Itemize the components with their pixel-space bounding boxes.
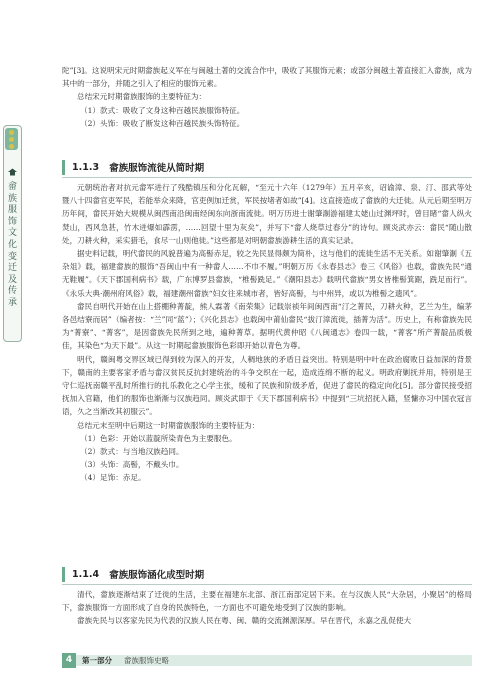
side-tab-label: 畲族服饰文化变迁及传承 bbox=[7, 182, 17, 308]
intro-block bbox=[62, 64, 472, 130]
section-title: 畲族服饰流徙从简时期 bbox=[109, 163, 205, 174]
heading-bar bbox=[62, 567, 65, 582]
heading-bar bbox=[62, 160, 65, 175]
footer-title: 畲族服饰史略 bbox=[124, 656, 169, 665]
paragraph: 总结宋元时期畲族服饰的主要特征为： bbox=[77, 92, 207, 102]
list-item: （2）款式：与当地汉族趋同。 bbox=[80, 447, 184, 457]
section-title: 畲族服饰涵化成型时期 bbox=[109, 570, 205, 581]
section-number: 1.1.3 bbox=[72, 161, 100, 173]
pagoda-icon bbox=[7, 168, 18, 176]
page-number: 4 bbox=[62, 653, 76, 668]
section-heading-1-1-4 bbox=[62, 565, 472, 583]
list-item: （1）色彩：开始以蓝靛所染青色为主要服色。 bbox=[80, 433, 237, 443]
list-item: （4）足饰：赤足。 bbox=[80, 473, 146, 483]
paragraph: 据史料记载，明代畲民的风貌普遍为高髻赤足，较之先民显得颇为简朴，这与他们的流徙生活不无关系。如谢肇淛《五杂俎》载，福建畲族的服饰“吾闽山中有一种畲人……不巾不履。”明朝万历《永春县志》卷三《风俗》也载，畲族先民“通无鞋履”。《天下郡国利病书》载，广东博罗县畲族，“椎髻跣足。”《潮阳县志》载明代畲族“男女皆椎髻箕踞，跣足而行”。《永乐大典·潮州府风俗》载，福建潮州畲族“妇女往来城市者，皆好高髻，与中州异，或以为椎髻之遗风”。 bbox=[62, 249, 472, 298]
paragraph: 明代，赣闽粤交界区域已得到较为深入的开发，人稠地狭的矛盾日益突出。特别是明中叶在政治腐败日益加深的背景下，赣南的主要客家矛盾与畲汉贫民反抗封建统治的斗争交织在一起，造成连绵不断的起义。明政府剿抚并用，特别是王守仁巡抚南赣平乱时所推行的扎乐教化之心学主张，缓和了民族和阶级矛盾，促进了畲民的稳定向化[5]。部分畲民接受招抚加入官籍，他们的服饰也渐渐与汉族趋同。顾炎武即于《天下郡国利病书》中提到“三坑招抚入籍，竖慵亦习中国衣冠言语，久之当渐改其初服云”。 bbox=[62, 354, 472, 417]
paragraph: 总结元末至明中后期这一时期畲族服饰的主要特征为： bbox=[77, 420, 260, 430]
section-number: 1.1.4 bbox=[72, 568, 100, 580]
tab-marker bbox=[5, 128, 18, 150]
paragraph: 清代，畲族逐渐结束了迁徙的生活，主要在福建东北部、浙江南部定居下来。在与汉族人民“大杂居，小聚居”的格局下，畲族服饰一方面形成了自身的民族特色，一方面也不可避免地受到了汉族的影响。 bbox=[62, 590, 472, 613]
paragraph: 畲民自明代开始在山上搭棚种菁靛，熊人霖著《南荣集》记载崇祯年间闽西南“汀之菁民，刀耕火种，艺兰为生，编茅各邑结寮而居”（编者按：“兰”同“蓝”）；《兴化县志》也载闽中莆仙畲民“拔汀漳流徙，插菁为活”。历史上，有称畲族先民为“菁寮”、“菁客”，是因畲族先民所到之地，遍种菁草。据明代黄仲昭《八闽通志》卷四一载，“菁客”所产菁靛品质极佳，其染色“为天下最”。从这一时期起畲族服饰色彩即开始以青色为尊。 bbox=[62, 301, 472, 351]
heading-rule bbox=[62, 584, 472, 585]
list-item: （3）头饰：高髻，不戴头巾。 bbox=[80, 460, 184, 470]
side-chapter-tab bbox=[3, 125, 22, 342]
footer-part-label: 第一部分 bbox=[82, 656, 112, 665]
heading-rule bbox=[62, 177, 472, 178]
section-heading-1-1-3 bbox=[62, 158, 472, 176]
paragraph: 陀”[3]。这说明宋元时期畲族起义军在与闽越土著的交流合作中，吸收了其服饰元素；或部分闽越土著直接汇入畲族，成为其中的一部分，并随之引入了相应的服饰元素。 bbox=[62, 66, 472, 89]
paragraph: 畲族先民与以客家先民为代表的汉族人民在粤、闽、赣的交流渊源深厚。早在晋代，永嘉之乱促使大 bbox=[77, 616, 412, 626]
page-footer bbox=[0, 653, 500, 673]
paragraph: 元朝统治者对抗元畲军进行了残酷镇压和分化瓦解，“至元十六年（1279年）五月辛亥，诏谕漳、泉、汀、邵武等处暨八十四畲官吏军民，若能举众来降，官吏例加迁赏，军民按堵者如故”[4]。这直接造成了畲族的大迁徙。从元后期至明万历年间，畲民开始大规模从闽西南沿闽南经闽东向浙南流徙。明万历进士谢肇淛游福建太姥山过渊坪时，曾目睹“畲人纵火焚山，西风急甚，竹木迸爆如霹雳，……回望十里为灰矣”，并写下“畲人烧草过春分”的诗句。顾炎武亦云：畲民“随山散处，刀耕火种，采实猎毛，食尽一山则他徙。”这些都是对明朝畲族游耕生活的真实记录。 bbox=[62, 183, 472, 245]
section-1-1-4-body bbox=[62, 588, 472, 628]
section-1-1-3-body bbox=[62, 181, 472, 485]
list-item: （1）款式：吸收了文身这种百越民族服饰特征。 bbox=[80, 105, 245, 115]
list-item: （2）头饰：吸收了断发这种百越民族头饰特征。 bbox=[80, 118, 245, 128]
